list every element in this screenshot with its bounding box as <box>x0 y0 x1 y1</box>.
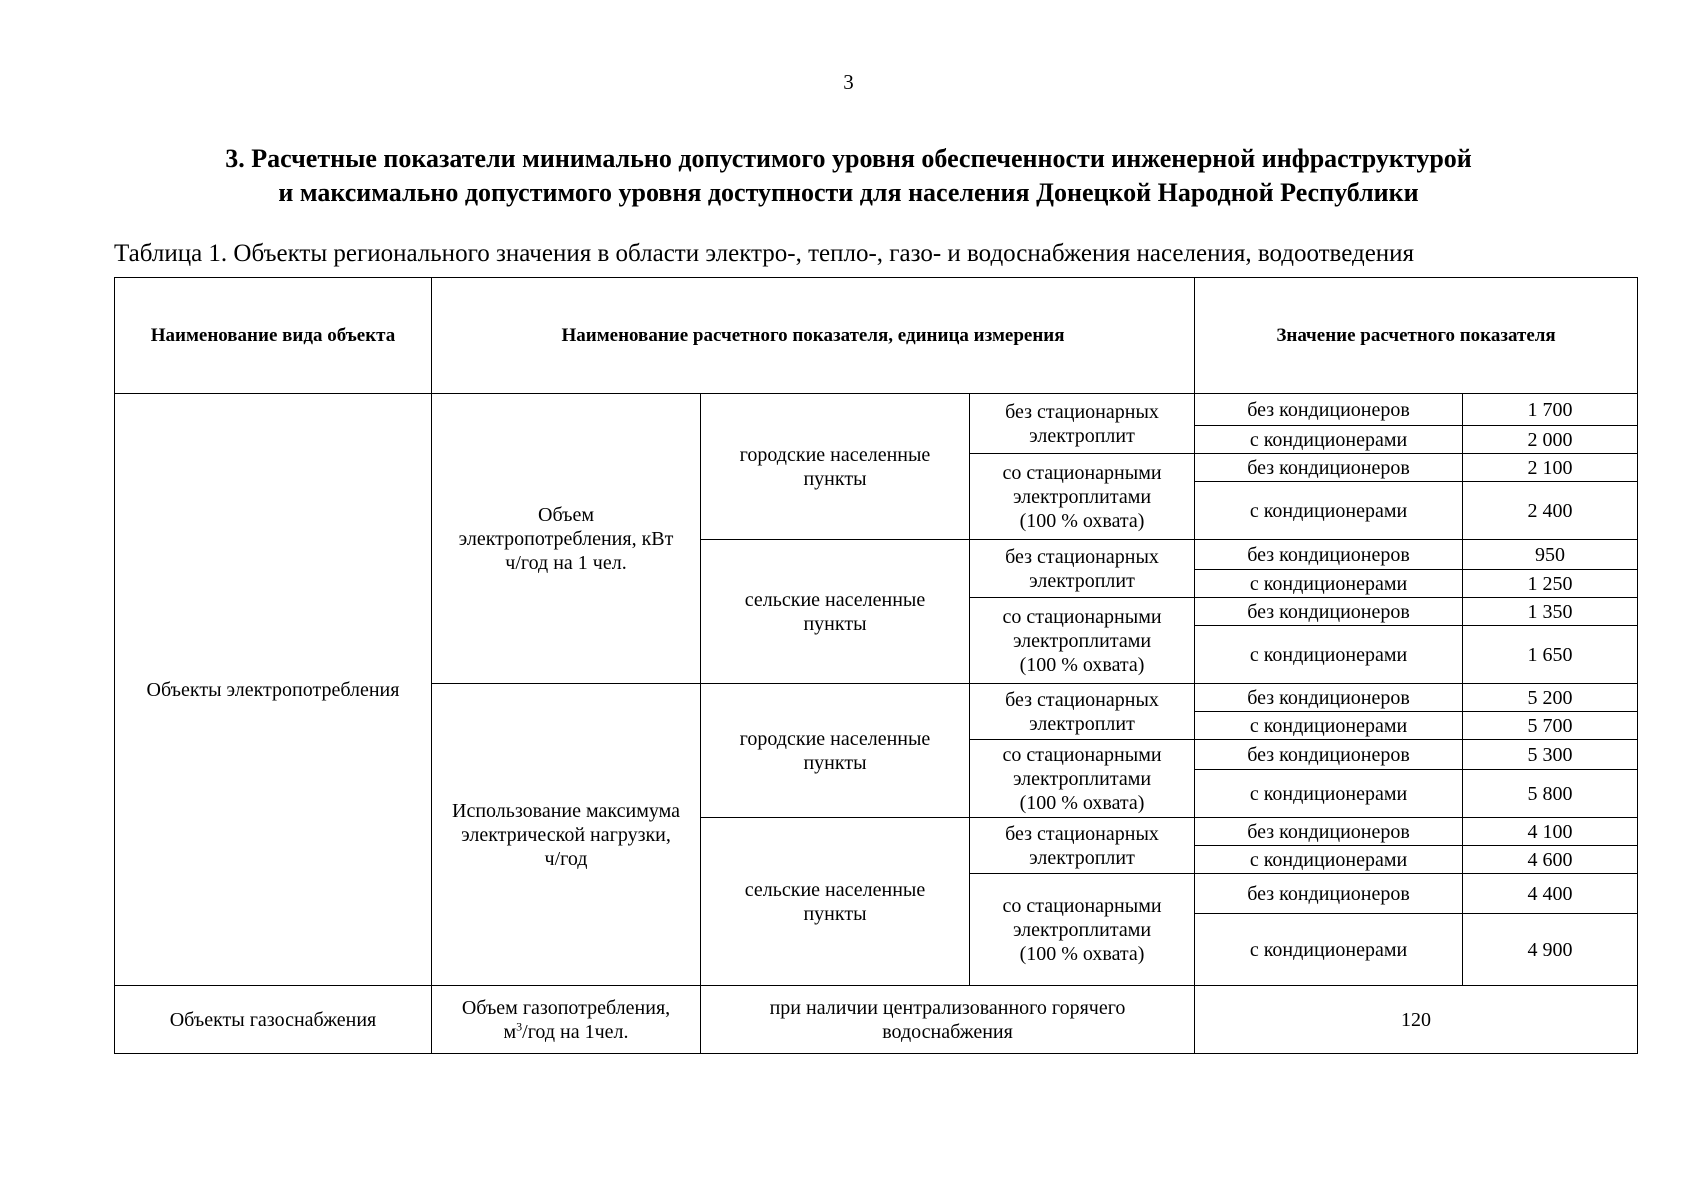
ac-with: с кондиционерами <box>1195 626 1463 684</box>
stove-with: со стационарными электроплитами (100 % охвата) <box>970 874 1195 986</box>
value-cell: 5 800 <box>1463 770 1638 818</box>
page-number: 3 <box>843 70 854 94</box>
ac-with: с кондиционерами <box>1195 914 1463 986</box>
settlement-rural: сельские населенные пункты <box>701 818 970 986</box>
section-heading <box>0 142 1697 210</box>
value-cell: 2 000 <box>1463 426 1638 454</box>
stove-none: без стационарных электроплит <box>970 540 1195 598</box>
settlement-urban: городские населенные пункты <box>701 684 970 818</box>
ac-none: без кондиционеров <box>1195 740 1463 770</box>
stove-none: без стационарных электроплит <box>970 394 1195 454</box>
settlement-rural: сельские населенные пункты <box>701 540 970 684</box>
header-object-type: Наименование вида объекта <box>115 278 432 394</box>
ac-none: без кондиционеров <box>1195 598 1463 626</box>
table-header-row <box>115 278 1638 394</box>
stove-none: без стационарных электроплит <box>970 818 1195 874</box>
object-electro: Объекты электропотребления <box>115 394 432 986</box>
value-cell: 4 100 <box>1463 818 1638 846</box>
header-indicator: Наименование расчетного показателя, единица измерения <box>432 278 1195 394</box>
gas-value: 120 <box>1195 986 1638 1054</box>
value-cell: 4 600 <box>1463 846 1638 874</box>
ac-with: с кондиционерами <box>1195 570 1463 598</box>
table-row-gas <box>115 986 1638 1054</box>
value-cell: 4 400 <box>1463 874 1638 914</box>
indicator-electro-max-load: Использование максимума электрической нагрузки, ч/год <box>432 684 701 986</box>
object-gas: Объекты газоснабжения <box>115 986 432 1054</box>
indicators-table <box>114 277 1638 1054</box>
ac-with: с кондиционерами <box>1195 846 1463 874</box>
heading-line-1: 3. Расчетные показатели минимально допустимого уровня обеспеченности инженерной инфраструктурой <box>225 144 1472 173</box>
value-cell: 1 250 <box>1463 570 1638 598</box>
value-cell: 5 700 <box>1463 712 1638 740</box>
stove-none: без стационарных электроплит <box>970 684 1195 740</box>
ac-none: без кондиционеров <box>1195 818 1463 846</box>
indicator-electro-volume: Объем электропотребления, кВт ч/год на 1 чел. <box>432 394 701 684</box>
ac-with: с кондиционерами <box>1195 770 1463 818</box>
ac-none: без кондиционеров <box>1195 684 1463 712</box>
ac-with: с кондиционерами <box>1195 712 1463 740</box>
stove-with: со стационарными электроплитами (100 % охвата) <box>970 454 1195 540</box>
ac-none: без кондиционеров <box>1195 540 1463 570</box>
ac-none: без кондиционеров <box>1195 874 1463 914</box>
heading-line-2: и максимально допустимого уровня доступности для населения Донецкой Народной Республики <box>278 178 1419 207</box>
table-row <box>115 394 1638 426</box>
value-cell: 4 900 <box>1463 914 1638 986</box>
value-cell: 1 700 <box>1463 394 1638 426</box>
value-cell: 950 <box>1463 540 1638 570</box>
settlement-urban: городские населенные пункты <box>701 394 970 540</box>
stove-with: со стационарными электроплитами (100 % охвата) <box>970 598 1195 684</box>
value-cell: 1 350 <box>1463 598 1638 626</box>
header-value: Значение расчетного показателя <box>1195 278 1638 394</box>
value-cell: 2 100 <box>1463 454 1638 482</box>
ac-with: с кондиционерами <box>1195 482 1463 540</box>
ac-with: с кондиционерами <box>1195 426 1463 454</box>
stove-with: со стационарными электроплитами (100 % охвата) <box>970 740 1195 818</box>
value-cell: 5 300 <box>1463 740 1638 770</box>
ac-none: без кондиционеров <box>1195 454 1463 482</box>
table-caption: Таблица 1. Объекты регионального значения в области электро-, тепло-, газо- и водоснабжения населения, водоотведения <box>114 240 1415 267</box>
value-cell: 2 400 <box>1463 482 1638 540</box>
value-cell: 1 650 <box>1463 626 1638 684</box>
indicator-gas-volume: Объем газопотребления, $м^3$/год на 1чел. <box>432 986 701 1054</box>
ac-none: без кондиционеров <box>1195 394 1463 426</box>
value-cell: 5 200 <box>1463 684 1638 712</box>
gas-condition: при наличии централизованного горячего водоснабжения <box>701 986 1195 1054</box>
